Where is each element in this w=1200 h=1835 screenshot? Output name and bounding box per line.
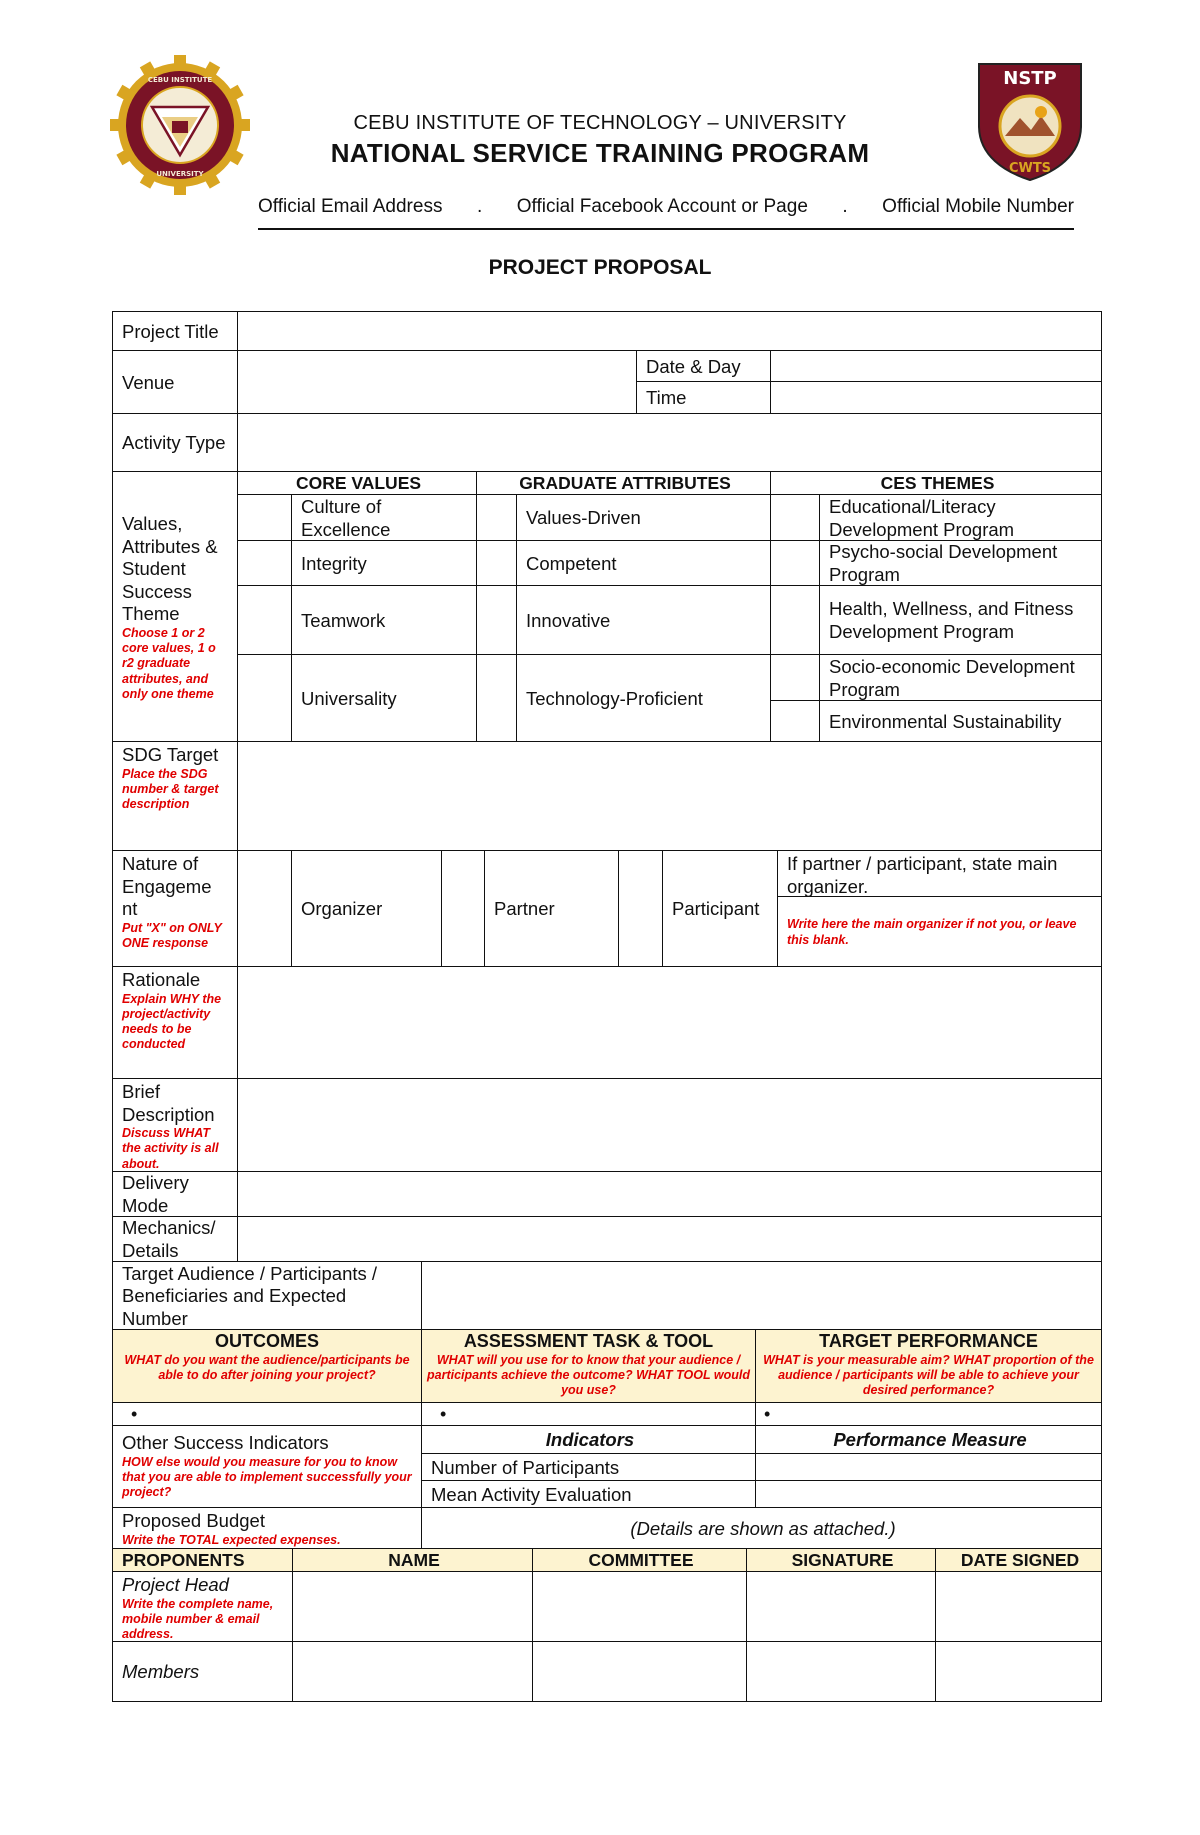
delivery-mode-field[interactable] [237, 1171, 1102, 1217]
partner-hint: Write here the main organizer if not you, or leave this blank. [787, 917, 1077, 947]
other-indicators-hint: HOW else would you measure for you to know that you are able to implement successfully your project? [122, 1454, 412, 1500]
values-attributes-label: Values, Attributes & Student Success Theme Choose 1 or 2 core values, 1 o r2 graduate attributes, and only one theme [112, 471, 238, 742]
time-field[interactable] [770, 381, 1102, 414]
core-values-header: CORE VALUES [237, 471, 477, 495]
graduate-attributes-header: GRADUATE ATTRIBUTES [476, 471, 771, 495]
budget-hint: Write the TOTAL expected expenses. [122, 1532, 341, 1547]
time-label: Time [636, 381, 771, 414]
outcomes-hint: WHAT do you want the audience/participants be able to do after joining your project? [124, 1352, 410, 1383]
core-value-checkbox[interactable] [237, 585, 292, 655]
nature-of-engagement-label: Nature of Engageme nt Put "X" on ONLY ONE response [112, 850, 238, 967]
rationale-label: Rationale Explain WHY the project/activity needs to be conducted [112, 966, 238, 1079]
svg-text:UNIVERSITY: UNIVERSITY [156, 170, 204, 178]
signature-header: SIGNATURE [746, 1548, 936, 1572]
members-date-field[interactable] [935, 1641, 1102, 1702]
theme-health-wellness: Health, Wellness, and Fitness Development Program [819, 585, 1102, 655]
target-performance-header: TARGET PERFORMANCE WHAT is your measurable aim? WHAT proportion of the audience / participants will be able to achieve your desired performance? [755, 1329, 1102, 1403]
official-mobile-label: Official Mobile Number [882, 196, 1074, 217]
theme-educational-literacy: Educational/Literacy Development Program [819, 494, 1102, 541]
svg-text:NSTP: NSTP [1003, 68, 1057, 89]
separator-dot: . [842, 196, 848, 217]
attribute-checkbox[interactable] [476, 494, 517, 541]
evaluation-measure-field[interactable] [755, 1480, 1102, 1508]
venue-field[interactable] [237, 350, 637, 414]
theme-socio-economic: Socio-economic Development Program [819, 654, 1102, 701]
cit-university-seal-logo [110, 55, 250, 195]
theme-environmental-sustainability: Environmental Sustainability [819, 700, 1102, 742]
project-head-signature-field[interactable] [746, 1571, 936, 1642]
committee-header: COMMITTEE [532, 1548, 747, 1572]
attribute-checkbox[interactable] [476, 540, 517, 586]
engagement-participant: Participant [662, 850, 778, 967]
members-committee-field[interactable] [532, 1641, 747, 1702]
date-day-label: Date & Day [636, 350, 771, 382]
core-value-integrity: Integrity [291, 540, 477, 586]
performance-measure-header: Performance Measure [755, 1425, 1102, 1454]
assessment-bullet-field[interactable]: • [421, 1402, 756, 1426]
venue-label: Venue [112, 350, 238, 414]
values-hint: Choose 1 or 2 core values, 1 o r2 graduate attributes, and only one theme [122, 625, 216, 701]
nature-hint: Put "X" on ONLY ONE response [122, 920, 222, 950]
assessment-hint: WHAT will you use for to know that your audience / participants achieve the outcome? WHAT TOOL would you use? [427, 1352, 750, 1398]
target-performance-hint: WHAT is your measurable aim? WHAT proportion of the audience / participants will be able to achieve your desired performance? [763, 1352, 1094, 1398]
nstp-cwts-shield-logo [975, 60, 1085, 182]
svg-text:CWTS: CWTS [1008, 161, 1052, 176]
organizer-checkbox[interactable] [237, 850, 292, 967]
members-name-field[interactable] [292, 1641, 533, 1702]
svg-text:CEBU INSTITUTE: CEBU INSTITUTE [147, 76, 213, 84]
indicators-header: Indicators [421, 1425, 756, 1454]
project-head-name-field[interactable] [292, 1571, 533, 1642]
mechanics-label: Mechanics/ Details [112, 1216, 238, 1262]
project-head-committee-field[interactable] [532, 1571, 747, 1642]
core-value-culture-of-excellence: Culture of Excellence [291, 494, 477, 541]
members-label: Members [112, 1641, 293, 1702]
document-title: PROJECT PROPOSAL [488, 256, 712, 279]
rationale-hint: Explain WHY the project/activity needs to be conducted [122, 991, 222, 1052]
header-divider [258, 228, 1074, 230]
main-organizer-field[interactable] [777, 896, 1102, 967]
theme-checkbox[interactable] [770, 585, 820, 655]
outcomes-header: OUTCOMES WHAT do you want the audience/participants be able to do after joining your project? [112, 1329, 422, 1403]
attribute-innovative: Innovative [516, 585, 771, 655]
other-success-indicators-label: Other Success Indicators HOW else would you measure for you to know that you are able to implement successfully your project? [112, 1425, 422, 1508]
official-email-label: Official Email Address [258, 196, 443, 217]
attribute-values-driven: Values-Driven [516, 494, 771, 541]
proposed-budget-label: Proposed Budget Write the TOTAL expected expenses. [112, 1507, 422, 1549]
core-value-checkbox[interactable] [237, 494, 292, 541]
core-value-universality: Universality [291, 654, 477, 742]
assessment-header: ASSESSMENT TASK & TOOL WHAT will you use for to know that your audience / participants achieve the outcome? WHAT TOOL would you use? [421, 1329, 756, 1403]
project-title-field[interactable] [237, 311, 1102, 351]
attribute-checkbox[interactable] [476, 585, 517, 655]
core-value-checkbox[interactable] [237, 540, 292, 586]
activity-type-label: Activity Type [112, 413, 238, 472]
theme-checkbox[interactable] [770, 540, 820, 586]
mechanics-field[interactable] [237, 1216, 1102, 1262]
partner-note: If partner / participant, state main organizer. [777, 850, 1102, 897]
project-head-label: Project Head Write the complete name, mobile number & email address. [112, 1571, 293, 1642]
participant-checkbox[interactable] [618, 850, 663, 967]
target-bullet-field[interactable]: • [755, 1402, 1102, 1426]
theme-psycho-social: Psycho-social Development Program [819, 540, 1102, 586]
engagement-partner: Partner [484, 850, 619, 967]
brief-description-label: Brief Description Discuss WHAT the activity is all about. [112, 1078, 238, 1172]
theme-checkbox[interactable] [770, 494, 820, 541]
theme-checkbox[interactable] [770, 654, 820, 701]
activity-type-field[interactable] [237, 413, 1102, 472]
engagement-organizer: Organizer [291, 850, 442, 967]
attribute-checkbox[interactable] [476, 654, 517, 742]
proponents-header: PROPONENTS [112, 1548, 293, 1572]
partner-checkbox[interactable] [441, 850, 485, 967]
attribute-competent: Competent [516, 540, 771, 586]
program-name: NATIONAL SERVICE TRAINING PROGRAM [330, 138, 870, 168]
official-contacts [258, 196, 1074, 218]
members-signature-field[interactable] [746, 1641, 936, 1702]
attribute-technology-proficient: Technology-Proficient [516, 654, 771, 742]
name-header: NAME [292, 1548, 533, 1572]
indicator-mean-activity-evaluation: Mean Activity Evaluation [421, 1480, 756, 1508]
date-day-field[interactable] [770, 350, 1102, 382]
participants-measure-field[interactable] [755, 1453, 1102, 1481]
sdg-target-field[interactable] [237, 741, 1102, 851]
target-audience-field[interactable] [421, 1261, 1102, 1330]
sdg-hint: Place the SDG number & target description [122, 766, 219, 812]
outcome-bullet-field[interactable]: • [112, 1402, 422, 1426]
indicator-number-of-participants: Number of Participants [421, 1453, 756, 1481]
project-title-label: Project Title [112, 311, 238, 351]
core-value-teamwork: Teamwork [291, 585, 477, 655]
theme-checkbox[interactable] [770, 700, 820, 742]
separator-dot: . [476, 196, 483, 217]
official-facebook-label: Official Facebook Account or Page [516, 196, 808, 217]
rationale-field[interactable] [237, 966, 1102, 1079]
delivery-mode-label: Delivery Mode [112, 1171, 238, 1217]
project-head-date-field[interactable] [935, 1571, 1102, 1642]
sdg-target-label: SDG Target Place the SDG number & target description [112, 741, 238, 851]
project-head-hint: Write the complete name, mobile number & email address. [122, 1596, 274, 1642]
university-name: CEBU INSTITUTE OF TECHNOLOGY – UNIVERSITY [353, 112, 847, 134]
brief-description-field[interactable] [237, 1078, 1102, 1172]
target-audience-label: Target Audience / Participants / Beneficiaries and Expected Number [112, 1261, 422, 1330]
ces-themes-header: CES THEMES [770, 471, 1102, 495]
proposed-budget-field[interactable] [421, 1507, 1102, 1549]
date-signed-header: DATE SIGNED [935, 1548, 1102, 1572]
core-value-checkbox[interactable] [237, 654, 292, 742]
budget-note: (Details are shown as attached.) [630, 1517, 896, 1539]
brief-hint: Discuss WHAT the activity is all about. [122, 1126, 219, 1171]
